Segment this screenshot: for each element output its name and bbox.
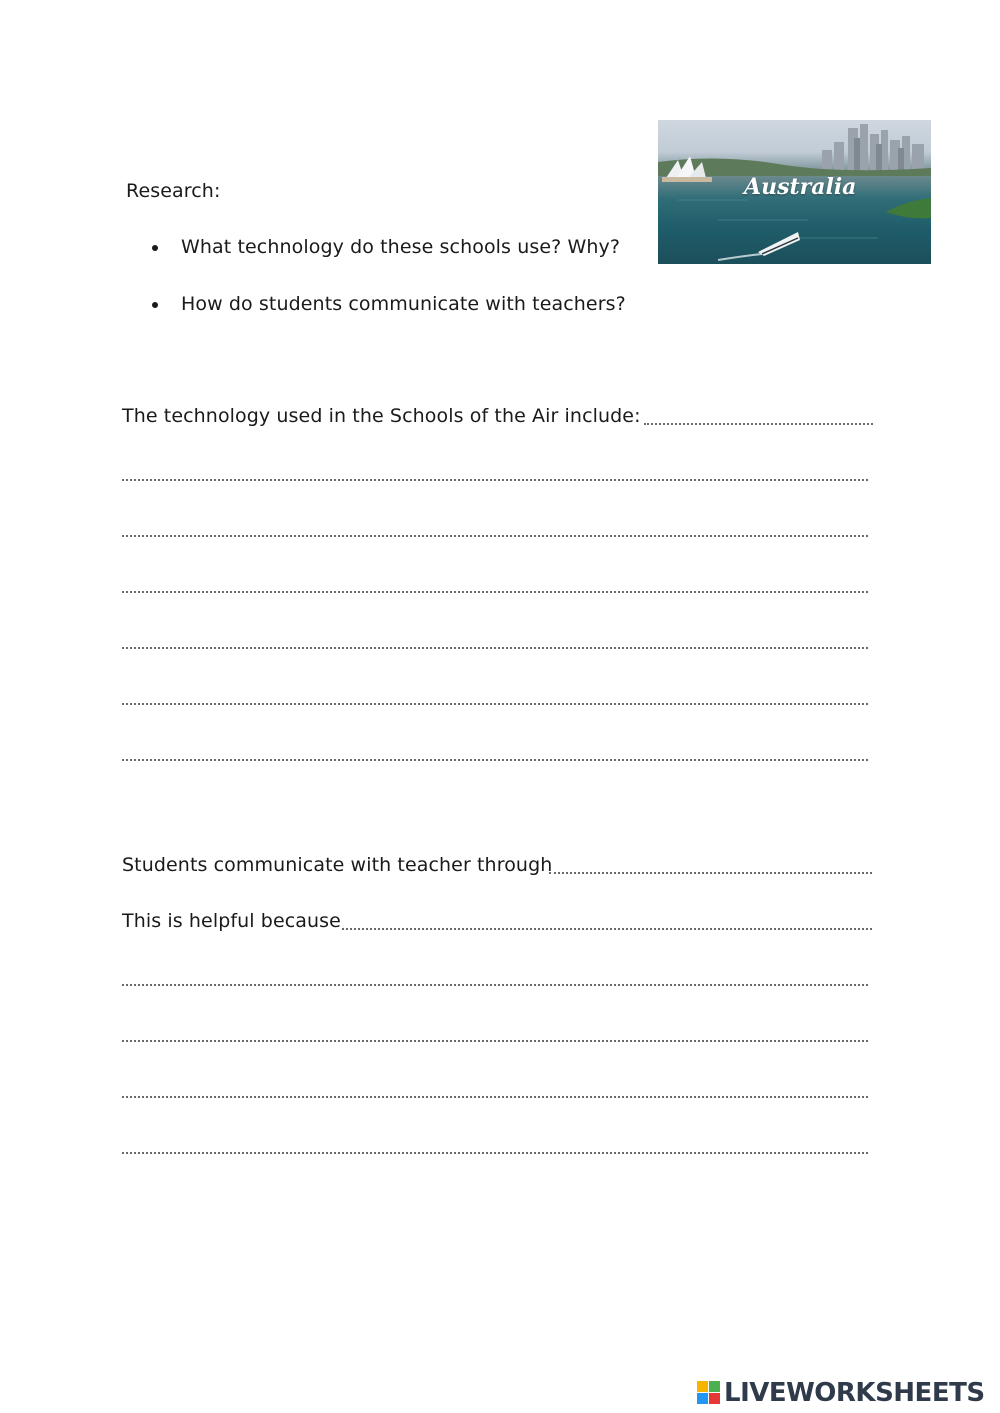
answer-line[interactable] (122, 1040, 868, 1042)
australia-photo (658, 120, 931, 264)
bullet-icon (152, 245, 158, 251)
liveworksheets-logo-icon (697, 1381, 721, 1405)
answer-line[interactable] (122, 479, 868, 481)
answer-line[interactable] (122, 984, 868, 986)
question-technology: What technology do these schools use? Why? (181, 236, 621, 258)
liveworksheets-logo (697, 1378, 985, 1408)
bullet-icon (152, 302, 158, 308)
question-communication: How do students communicate with teachers? (181, 293, 626, 315)
communicate-answer-line[interactable] (549, 872, 872, 874)
answer-line[interactable] (122, 759, 868, 761)
technology-answer-line[interactable] (644, 423, 873, 425)
answer-line[interactable] (122, 647, 868, 649)
research-heading: Research: (126, 180, 221, 202)
answer-line[interactable] (122, 1152, 868, 1154)
helpful-answer-line[interactable] (342, 928, 872, 930)
answer-line[interactable] (122, 535, 868, 537)
answer-line[interactable] (122, 703, 868, 705)
answer-line[interactable] (122, 591, 868, 593)
liveworksheets-brand: LIVEWORKSHEETS (724, 1378, 985, 1408)
answer-line[interactable] (122, 1096, 868, 1098)
helpful-prompt: This is helpful because (122, 910, 341, 932)
communicate-prompt: Students communicate with teacher through (122, 854, 553, 876)
technology-prompt: The technology used in the Schools of the Air include: (122, 405, 641, 427)
australia-caption: Australia (744, 174, 857, 200)
